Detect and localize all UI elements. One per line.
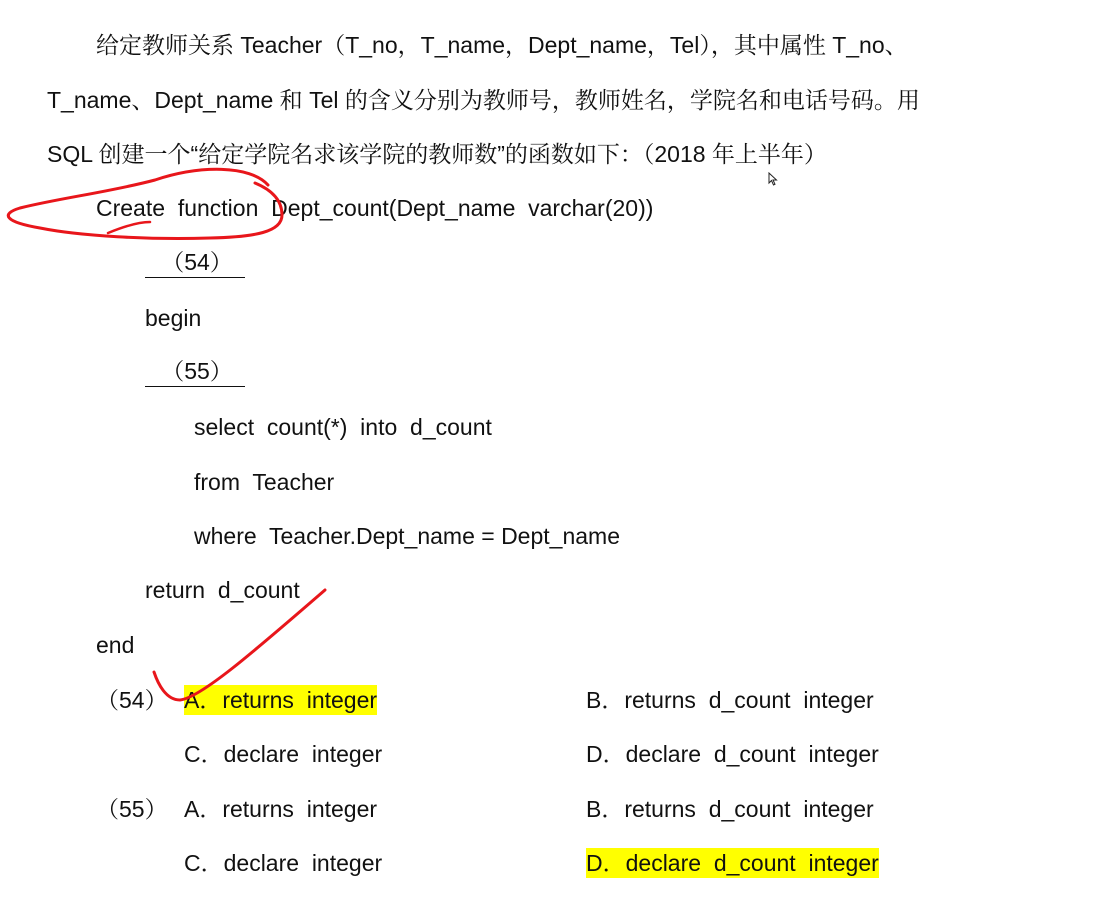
mouse-cursor-icon	[768, 172, 778, 186]
question-55-number: （55）	[96, 796, 168, 822]
code-from: from Teacher	[194, 469, 335, 495]
q55-option-d: D．declare d_count integer	[586, 850, 879, 876]
circle-tail-annotation	[108, 222, 150, 233]
intro-line-2: T_name、Dept_name 和 Tel 的含义分别为教师号，教师姓名，学院名和电话号码。用	[47, 87, 920, 113]
code-end: end	[96, 632, 135, 658]
blank-55	[145, 356, 245, 386]
blank-54-label: （54）	[145, 247, 245, 278]
q54-option-b: B．returns d_count integer	[586, 687, 874, 713]
code-select: select count(*) into d_count	[194, 414, 492, 440]
function-header: Create function Dept_count(Dept_name varchar(20))	[96, 195, 654, 221]
q55-option-c: C．declare integer	[184, 850, 383, 876]
blank-55-label: （55）	[145, 356, 245, 387]
intro-line-3: SQL 创建一个“给定学院名求该学院的教师数”的函数如下：（2018 年上半年）	[47, 141, 827, 167]
q55-option-a: A．returns integer	[184, 796, 378, 822]
intro-line-1: 给定教师关系 Teacher（T_no，T_name，Dept_name，Tel），其中属性 T_no、	[96, 32, 908, 58]
blank-54	[145, 247, 245, 277]
question-54-number: （54）	[96, 687, 168, 713]
code-return: return d_count	[145, 577, 300, 603]
q55-option-b: B．returns d_count integer	[586, 796, 874, 822]
code-where: where Teacher.Dept_name = Dept_name	[194, 523, 620, 549]
q54-option-a: A．returns integer	[184, 687, 378, 713]
code-begin: begin	[145, 305, 202, 331]
checkmark-annotation	[154, 590, 325, 700]
q54-option-d: D．declare d_count integer	[586, 741, 879, 767]
q54-option-c: C．declare integer	[184, 741, 383, 767]
